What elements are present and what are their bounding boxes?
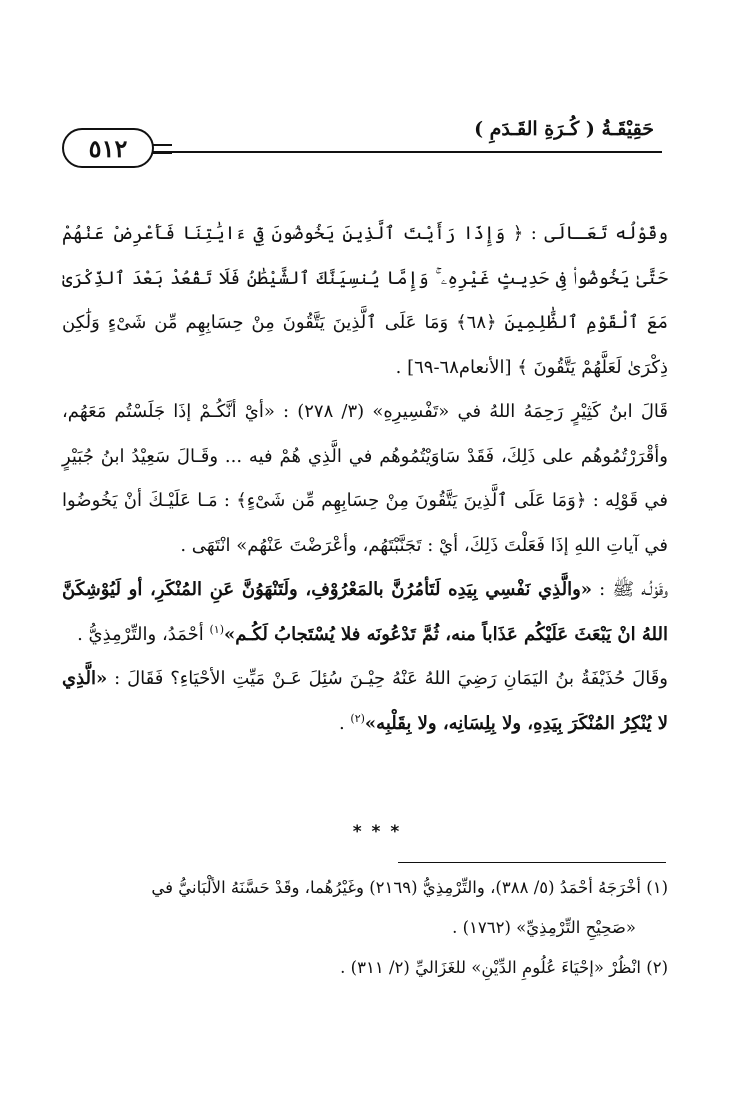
header-rule	[136, 151, 662, 153]
paragraph-hadith	[62, 568, 668, 657]
footnote-1-line-2: «صَحِيْحِ التِّرْمِذِيِّ» (١٧٦٢) .	[452, 918, 636, 937]
footnotes	[62, 868, 668, 988]
footnote-rule	[398, 862, 666, 863]
page-header	[62, 118, 662, 178]
hudhayfah-end: .	[338, 712, 351, 734]
paragraph-hudhayfah	[62, 657, 668, 746]
hadith-intro: وقَوْلُـه ﷺ :	[592, 579, 668, 600]
page-body	[62, 212, 668, 746]
paragraph-ibn-kathir: قَالَ ابنُ كَثِيْرٍ رَحِمَهُ اللهُ في «تَفْسِيرِهِ» (٣/ ٢٧٨) : «أيْ أنَّكُـمْ إذَا جَلَسْتُم مَعَهُم، وأقْرَرْتُمُوهُم على ذَلِكَ، فَقَدْ سَاوَيْتُمُوهُم في الَّذِي هُمْ فيه ... وقَـالَ سَعِيْدُ ابنُ جُبَيْرٍ في قَوْلِه : ﴿وَمَا عَلَى ٱلَّذِينَ يَتَّقُونَ مِنْ حِسَابِهِم مِّن شَىْءٍ﴾ : مَـا عَلَيْـكَ أنْ يَخُوضُوا في آياتِ اللهِ إذَا فَعَلْتَ ذَلِكَ، أيْ : تَجَنَّبْتَهُم، وأعْرَضْتَ عَنْهُم» انْتَهَى .	[62, 401, 668, 556]
footnote-ref-2[interactable]: (٢)	[350, 711, 365, 725]
paragraph-quran-verse: وقَوْلُه تَعَـالَى : ﴿ وَإِذَا رَأَيْتَ ٱلَّذِينَ يَخُوضُونَ فِيٓ ءَايَٰتِنَا فَأَعْرِضْ عَنْهُمْ حَتَّىٰ يَخُوضُوا۟ فِى حَدِيثٍ غَيْرِهِۦ ۚ وَإِمَّا يُنسِيَنَّكَ ٱلشَّيْطَٰنُ فَلَا تَقْعُدْ بَعْدَ ٱلذِّكْرَىٰ مَعَ ٱلْقَوْمِ ٱلظَّٰلِمِينَ ﴿٦٨﴾ وَمَا عَلَى ٱلَّذِينَ يَتَّقُونَ مِنْ حِسَابِهِم مِّن شَىْءٍ وَلَٰكِن ذِكْرَىٰ لَعَلَّهُمْ يَتَّقُونَ ﴾ [الأنعام٦٨-٦٩] .	[62, 223, 668, 378]
section-separator: * * *	[352, 822, 402, 842]
footnote-ref-1[interactable]: (١)	[209, 622, 224, 636]
running-title: حَقِيْقَـةُ ( كُـرَةِ القَـدَمِ )	[474, 118, 654, 140]
hudhayfah-quote: «الَّذِي لا يُنْكِرُ المُنْكَرَ بِيَدِهِ، ولا بِلِسَانِه، ولا بِقَلْبِه»	[62, 668, 668, 734]
hadith-source: أحْمَدُ، والتِّرْمِذِيُّ .	[77, 623, 210, 645]
hudhayfah-intro: وقَالَ حُذَيْفَةُ بنُ اليَمَانِ رَضِيَ اللهُ عَنْهُ حِيْـنَ سُئِلَ عَـنْ مَيِّتِ الأحْيَاءِ؟ فَقَالَ :	[107, 668, 668, 689]
hadith-text: «والَّذِي نَفْسِي بِيَدِه لَتَأمُرُنَّ بالمَعْرُوْفِ، ولَتَنْهَوُنَّ عَنِ المُنْكَرِ، أو لَيُوْشِكَنَّ اللهُ انْ يَبْعَثَ عَلَيْكُم عَذَاباً منه، ثُمَّ تَدْعُونَه فلا يُسْتَجابُ لَكُـم»	[62, 579, 668, 645]
page-number: ٥١٢	[62, 128, 154, 168]
footnote-2: (٢) انْظُرْ «إحْيَاءَ عُلُومِ الدِّيْنِ» للغَزَاليِّ (٢/ ٣١١) .	[340, 958, 668, 977]
footnote-1-line-1: (١) أخْرَجَهُ أحْمَدُ (٥/ ٣٨٨)، والتِّرْمِذِيُّ (٢١٦٩) وغَيْرُهُما، وقَدْ حَسَّنَهُ الألْبَانيُّ في	[151, 878, 668, 897]
